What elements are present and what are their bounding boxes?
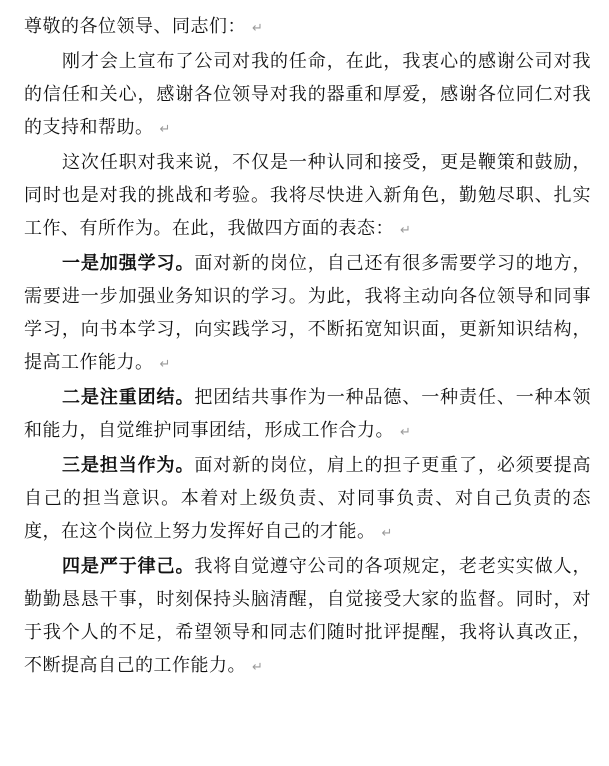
point-3 — [24, 449, 591, 550]
intro-paragraph-1: 刚才会上宣布了公司对我的任命，在此，我衷心的感谢公司对我的信任和关心，感谢各位领导对我的器重和厚爱，感谢各位同仁对我的支持和帮助。 ↵ — [24, 51, 591, 138]
point-heading: 二是注重团结。 — [62, 387, 195, 408]
point-text: 面对新的岗位，肩上的担子更重了，必须要提高自己的担当意识。本着对上级负责、对同事负责、对自己负责的态度，在这个岗位上努力发挥好自己的才能。 — [24, 455, 592, 542]
point-heading: 一是加强学习。 — [62, 253, 195, 274]
point-heading: 三是担当作为。 — [62, 455, 195, 476]
point-heading: 四是严于律己。 — [62, 556, 195, 577]
point-1 — [24, 247, 591, 381]
paragraph-mark-icon: ↵ — [252, 660, 264, 675]
paragraph-mark-icon: ↵ — [400, 425, 412, 440]
point-4 — [24, 550, 591, 684]
paragraph-mark-icon: ↵ — [159, 122, 171, 137]
paragraph-mark-icon: ↵ — [381, 526, 393, 541]
intro-paragraph-2: 这次任职对我来说，不仅是一种认同和接受，更是鞭策和鼓励，同时也是对我的挑战和考验。我将尽快进入新角色，勤勉尽职、扎实工作、有所作为。在此，我做四方面的表态： ↵ — [24, 152, 591, 239]
point-text: 面对新的岗位，自己还有很多需要学习的地方，需要进一步加强业务知识的学习。为此，我将主动向各位领导和同事学习，向书本学习，向实践学习，不断拓宽知识面，更新知识结构，提高工作能力。 — [24, 253, 592, 373]
paragraph-mark-icon: ↵ — [400, 223, 412, 238]
paragraph-mark-icon: ↵ — [252, 21, 264, 36]
point-text: 我将自觉遵守公司的各项规定，老老实实做人，勤勤恳恳干事，时刻保持头脑清醒，自觉接受大家的监督。同时，对于我个人的不足，希望领导和同志们随时批评提醒，我将认真改正，不断提高自己的工作能力。 — [24, 556, 592, 676]
point-2 — [24, 381, 591, 449]
point-text: 把团结共事作为一种品德、一种责任、一种本领和能力，自觉维护同事团结，形成工作合力。 — [24, 387, 592, 441]
paragraph-mark-icon: ↵ — [159, 357, 171, 372]
salutation: 尊敬的各位领导、同志们： ↵ — [24, 16, 264, 37]
